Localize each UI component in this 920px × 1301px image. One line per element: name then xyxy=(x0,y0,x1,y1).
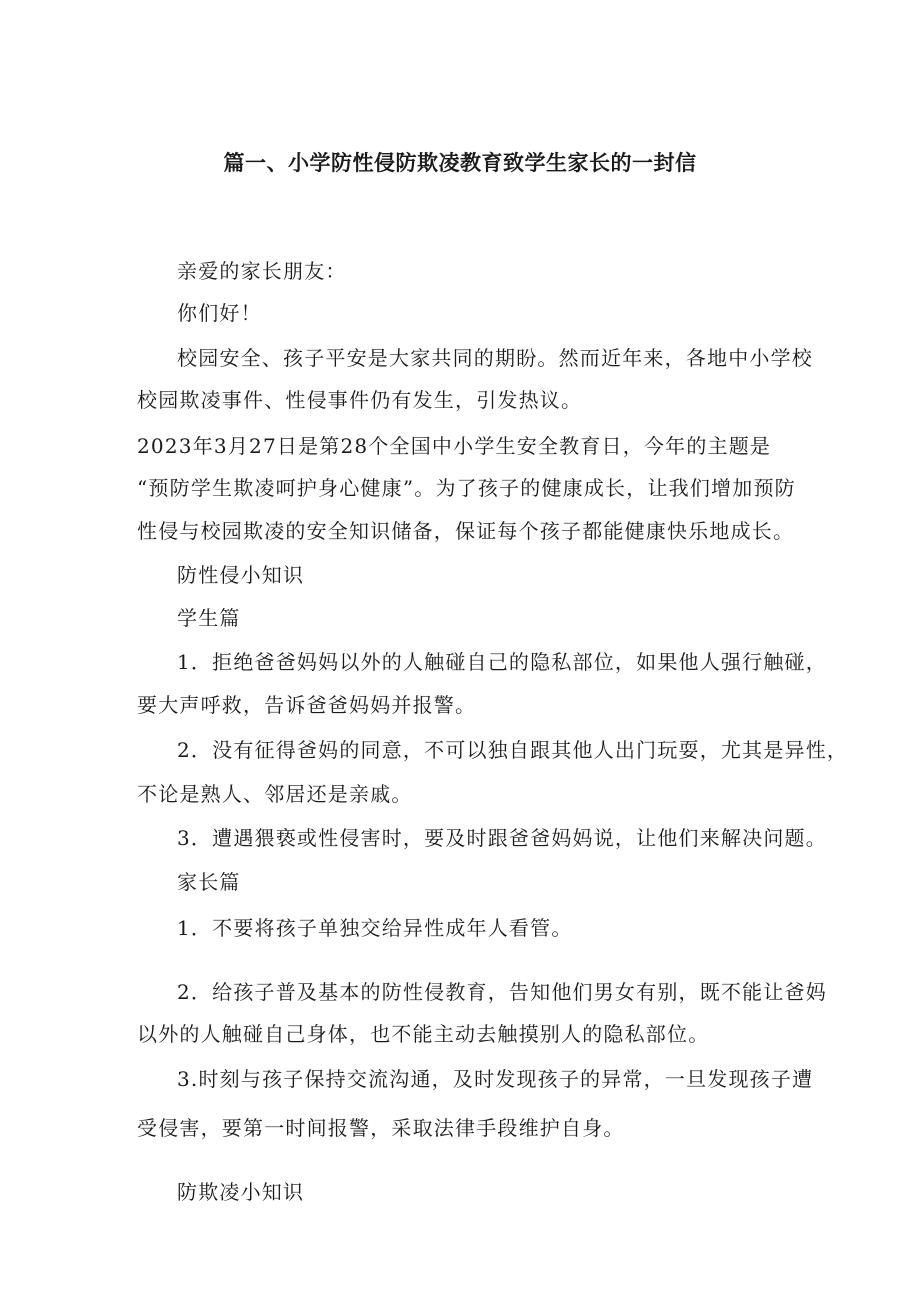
paragraph-1-line-2: 校园欺凌事件、性侵事件仍有发生，引发热议。 xyxy=(137,388,583,412)
greeting: 亲爱的家长朋友： xyxy=(177,259,347,283)
student-item-1-line-2: 要大声呼救，告诉爸爸妈妈并报警。 xyxy=(137,693,477,717)
hello: 你们好！ xyxy=(177,301,262,325)
parent-item-3-line-2: 受侵害，要第一时间报警，采取法律手段维护自身。 xyxy=(137,1116,625,1140)
paragraph-2-line-2: “预防学生欺凌呵护身心健康”。为了孩子的健康成长，让我们增加预防 xyxy=(137,476,796,500)
student-item-1-line-1: 1．拒绝爸爸妈妈以外的人触碰自己的隐私部位，如果他人强行触碰， xyxy=(177,650,827,674)
student-item-3: 3．遭遇猥亵或性侵害时，要及时跟爸爸妈妈说，让他们来解决问题。 xyxy=(177,826,827,850)
section-heading-sexual-assault: 防性侵小知识 xyxy=(177,563,305,587)
section-heading-bullying: 防欺凌小知识 xyxy=(177,1180,305,1204)
student-item-2-line-1: 2．没有征得爸妈的同意，不可以独自跟其他人出门玩耍，尤其是异性， xyxy=(177,738,849,762)
parent-item-3-line-1: 3.时刻与孩子保持交流沟通，及时发现孩子的异常，一旦发现孩子遭 xyxy=(177,1067,814,1091)
paragraph-1-line-1: 校园安全、孩子平安是大家共同的期盼。然而近年来，各地中小学校 xyxy=(177,346,813,370)
student-heading: 学生篇 xyxy=(177,606,241,630)
student-item-2-line-2: 不论是熟人、邻居还是亲戚。 xyxy=(137,782,413,806)
paragraph-2-line-3: 性侵与校园欺凌的安全知识储备，保证每个孩子都能健康快乐地成长。 xyxy=(137,519,795,543)
parent-heading: 家长篇 xyxy=(177,870,241,894)
parent-item-2-line-1: 2．给孩子普及基本的防性侵教育，告知他们男女有别，既不能让爸妈 xyxy=(177,980,827,1004)
paragraph-2-line-1: 2023年3月27日是第28个全国中小学生安全教育日，今年的主题是 xyxy=(137,434,772,458)
parent-item-2-line-2: 以外的人触碰自己身体，也不能主动去触摸别人的隐私部位。 xyxy=(137,1022,710,1046)
parent-item-1: 1．不要将孩子单独交给异性成年人看管。 xyxy=(177,916,573,940)
document-title: 篇一、小学防性侵防欺凌教育致学生家长的一封信 xyxy=(223,151,697,175)
